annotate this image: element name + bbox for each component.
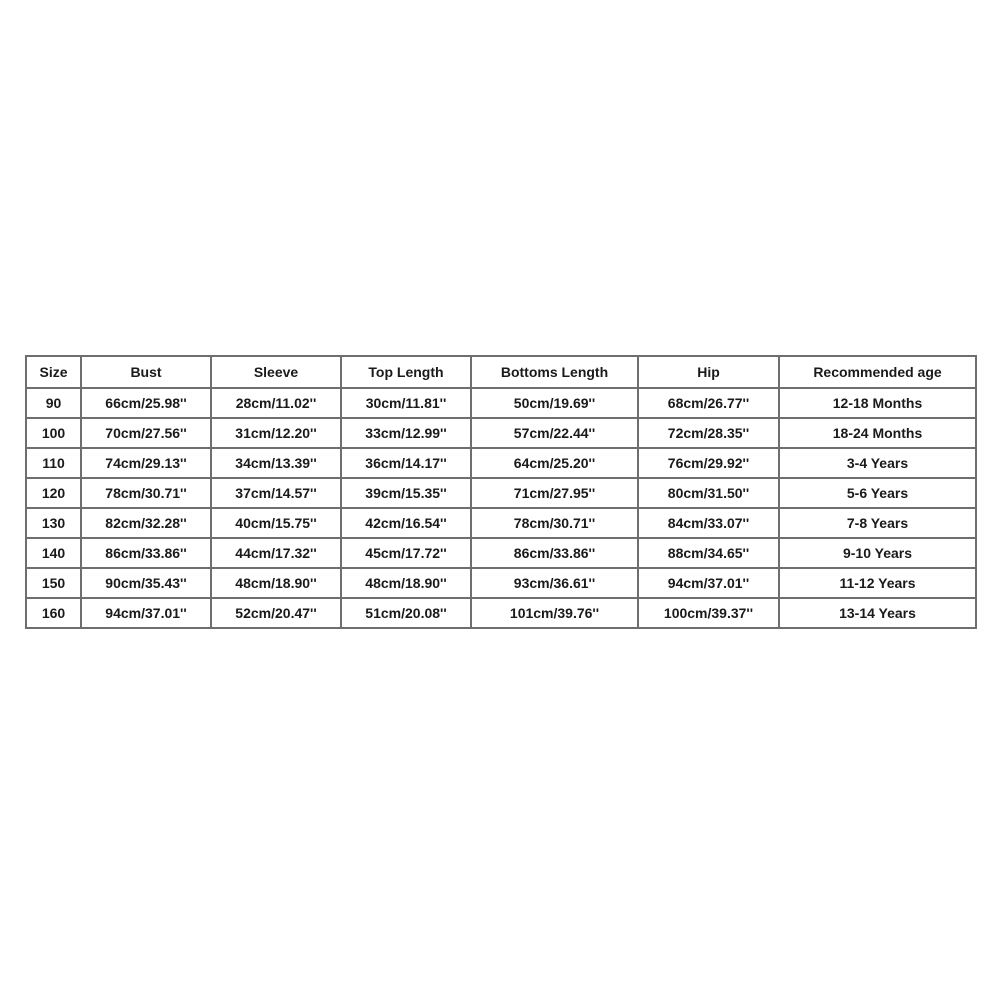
cell-recommended-age: 13-14 Years <box>779 598 976 628</box>
cell-bust: 94cm/37.01'' <box>81 598 211 628</box>
table-body <box>26 388 976 628</box>
cell-bust: 82cm/32.28'' <box>81 508 211 538</box>
cell-size: 140 <box>26 538 81 568</box>
cell-recommended-age: 5-6 Years <box>779 478 976 508</box>
cell-bottoms-length: 71cm/27.95'' <box>471 478 638 508</box>
cell-sleeve: 40cm/15.75'' <box>211 508 341 538</box>
cell-size: 160 <box>26 598 81 628</box>
header-size: Size <box>26 356 81 388</box>
table-row <box>26 418 976 448</box>
table-row <box>26 388 976 418</box>
table-row <box>26 598 976 628</box>
cell-bottoms-length: 86cm/33.86'' <box>471 538 638 568</box>
cell-sleeve: 28cm/11.02'' <box>211 388 341 418</box>
header-hip: Hip <box>638 356 779 388</box>
cell-hip: 68cm/26.77'' <box>638 388 779 418</box>
cell-bust: 90cm/35.43'' <box>81 568 211 598</box>
cell-recommended-age: 7-8 Years <box>779 508 976 538</box>
cell-sleeve: 44cm/17.32'' <box>211 538 341 568</box>
cell-sleeve: 52cm/20.47'' <box>211 598 341 628</box>
cell-top-length: 48cm/18.90'' <box>341 568 471 598</box>
cell-bottoms-length: 50cm/19.69'' <box>471 388 638 418</box>
cell-size: 90 <box>26 388 81 418</box>
table-row <box>26 478 976 508</box>
header-recommended-age: Recommended age <box>779 356 976 388</box>
cell-recommended-age: 3-4 Years <box>779 448 976 478</box>
cell-top-length: 51cm/20.08'' <box>341 598 471 628</box>
cell-sleeve: 48cm/18.90'' <box>211 568 341 598</box>
cell-size: 150 <box>26 568 81 598</box>
cell-top-length: 39cm/15.35'' <box>341 478 471 508</box>
table-row <box>26 508 976 538</box>
table-row <box>26 568 976 598</box>
cell-top-length: 42cm/16.54'' <box>341 508 471 538</box>
header-row <box>26 356 976 388</box>
cell-top-length: 45cm/17.72'' <box>341 538 471 568</box>
header-bust: Bust <box>81 356 211 388</box>
cell-top-length: 36cm/14.17'' <box>341 448 471 478</box>
size-chart-table <box>25 355 977 629</box>
cell-size: 130 <box>26 508 81 538</box>
cell-top-length: 33cm/12.99'' <box>341 418 471 448</box>
cell-size: 120 <box>26 478 81 508</box>
cell-bust: 70cm/27.56'' <box>81 418 211 448</box>
header-bottoms-length: Bottoms Length <box>471 356 638 388</box>
cell-bottoms-length: 78cm/30.71'' <box>471 508 638 538</box>
cell-hip: 80cm/31.50'' <box>638 478 779 508</box>
cell-hip: 76cm/29.92'' <box>638 448 779 478</box>
cell-top-length: 30cm/11.81'' <box>341 388 471 418</box>
cell-recommended-age: 18-24 Months <box>779 418 976 448</box>
cell-sleeve: 34cm/13.39'' <box>211 448 341 478</box>
header-top-length: Top Length <box>341 356 471 388</box>
cell-sleeve: 37cm/14.57'' <box>211 478 341 508</box>
cell-hip: 72cm/28.35'' <box>638 418 779 448</box>
cell-recommended-age: 11-12 Years <box>779 568 976 598</box>
cell-hip: 100cm/39.37'' <box>638 598 779 628</box>
cell-bottoms-length: 57cm/22.44'' <box>471 418 638 448</box>
cell-size: 110 <box>26 448 81 478</box>
cell-hip: 94cm/37.01'' <box>638 568 779 598</box>
table-row <box>26 448 976 478</box>
cell-recommended-age: 12-18 Months <box>779 388 976 418</box>
cell-bust: 74cm/29.13'' <box>81 448 211 478</box>
cell-bottoms-length: 101cm/39.76'' <box>471 598 638 628</box>
cell-bust: 86cm/33.86'' <box>81 538 211 568</box>
cell-bottoms-length: 93cm/36.61'' <box>471 568 638 598</box>
cell-sleeve: 31cm/12.20'' <box>211 418 341 448</box>
cell-hip: 84cm/33.07'' <box>638 508 779 538</box>
cell-bottoms-length: 64cm/25.20'' <box>471 448 638 478</box>
cell-bust: 78cm/30.71'' <box>81 478 211 508</box>
cell-hip: 88cm/34.65'' <box>638 538 779 568</box>
header-sleeve: Sleeve <box>211 356 341 388</box>
cell-bust: 66cm/25.98'' <box>81 388 211 418</box>
cell-recommended-age: 9-10 Years <box>779 538 976 568</box>
cell-size: 100 <box>26 418 81 448</box>
table-row <box>26 538 976 568</box>
